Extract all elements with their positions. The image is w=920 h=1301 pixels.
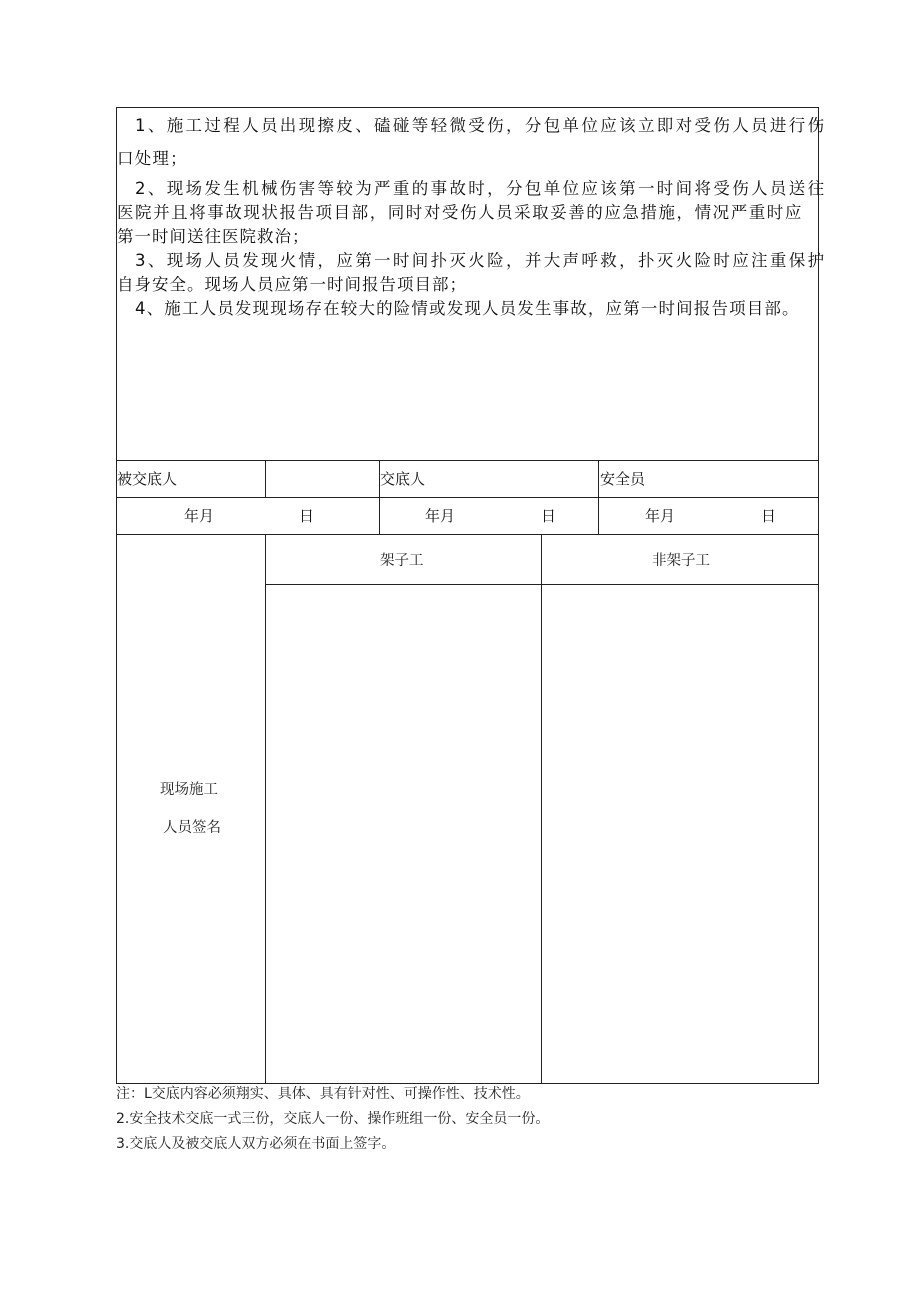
instructions-box [116, 107, 827, 461]
note-1: 注：L交底内容必须翔实、具体、具有针对性、可操作性、技术性。 [116, 1086, 530, 1102]
scaffolder-signature-area[interactable] [266, 585, 541, 1083]
safety-officer-label: 安全员 [600, 470, 646, 488]
recipient-label: 被交底人 [117, 470, 178, 488]
instruction-1: 1、施工过程人员出现擦皮、磕碰等轻微受伤，分包单位应该立即对受伤人员进行伤 [135, 116, 827, 135]
date-year-month: 年月 [184, 507, 215, 525]
table-divider [598, 460, 599, 535]
date-year-month: 年月 [425, 507, 456, 525]
table-divider [265, 460, 266, 497]
table-divider [116, 534, 819, 535]
date-day: 日 [299, 507, 315, 525]
table-divider [116, 497, 819, 498]
site-worker-signature-label-cont: 人员签名 [163, 820, 221, 836]
instruction-4: 4、施工人员发现现场存在较大的险情或发现人员发生事故，应第一时间报告项目部。 [135, 299, 800, 318]
date-day: 日 [541, 507, 557, 525]
instruction-3: 3、现场人员发现火情，应第一时间扑灭火险，并大声呼救，扑灭火险时应注重保护 [135, 251, 827, 270]
site-worker-signature-label: 现场施工 [160, 782, 218, 798]
instruction-2-cont2: 第一时间送往医院救治； [117, 227, 310, 246]
date-day: 日 [761, 507, 777, 525]
scaffolder-column-header: 架子工 [380, 553, 424, 569]
instruction-2-cont: 医院并且将事故现状报告项目部，同时对受伤人员采取妥善的应急措施，情况严重时应 [117, 203, 803, 222]
briefer-label: 交底人 [380, 470, 426, 488]
instruction-3-cont: 自身安全。现场人员应第一时间报告项目部； [117, 275, 467, 294]
instruction-1-cont: 口处理； [117, 149, 188, 168]
note-2: 2.安全技术交底一式三份，交底人一份、操作班组一份、安全员一份。 [116, 1111, 550, 1127]
instruction-2: 2、现场发生机械伤害等较为严重的事故时，分包单位应该第一时间将受伤人员送往 [135, 179, 827, 198]
note-3: 3.交底人及被交底人双方必须在书面上签字。 [116, 1136, 396, 1152]
non-scaffolder-column-header: 非架子工 [652, 553, 710, 569]
date-year-month: 年月 [645, 507, 676, 525]
non-scaffolder-signature-area[interactable] [542, 585, 818, 1083]
